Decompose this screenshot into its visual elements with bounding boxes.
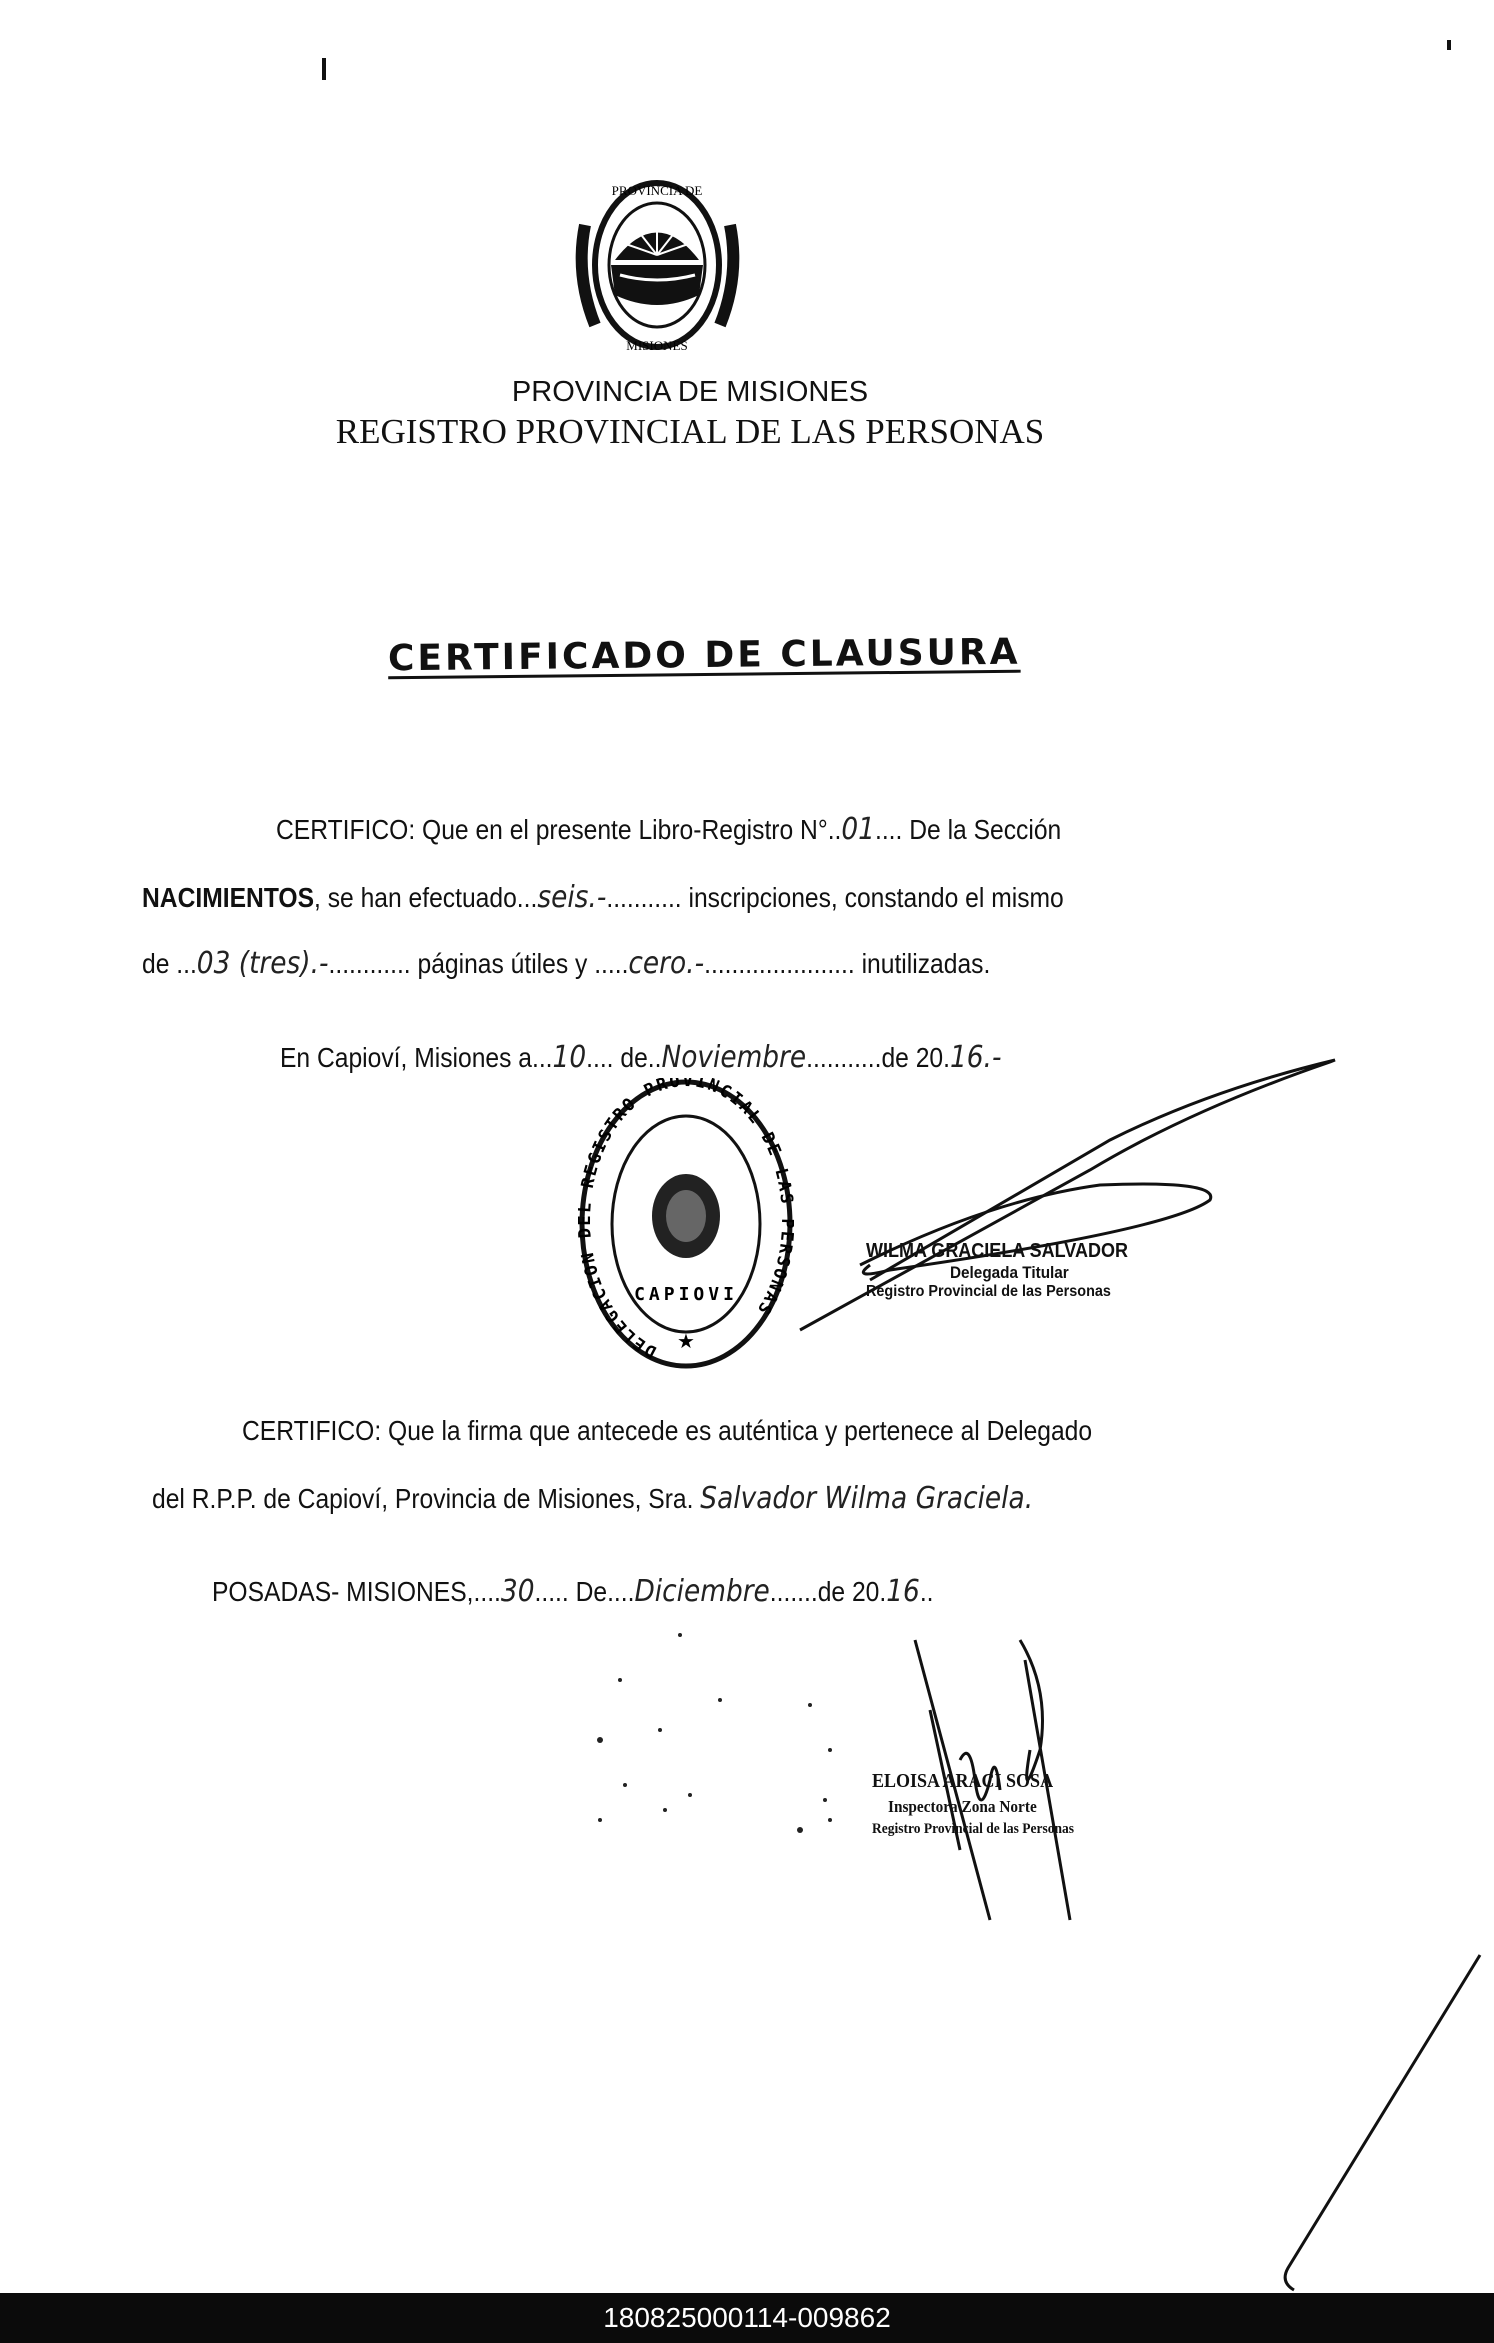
- cert1-line-1: [276, 812, 1061, 847]
- inscriptions-count: seis.-: [537, 880, 607, 915]
- unused-pages: cero.-: [628, 946, 705, 981]
- static-text: ..... De....: [534, 1576, 635, 1607]
- cert2-line-1: [242, 1415, 1092, 1447]
- delegate-name: Salvador Wilma Graciela.: [700, 1481, 1034, 1516]
- signatory-2-role: Inspectora Zona Norte: [888, 1797, 1037, 1816]
- static-text: CERTIFICO: Que la firma que antecede es auténtica y pertenece al Delegado: [242, 1415, 1093, 1446]
- day: 10: [552, 1040, 587, 1075]
- faded-stamp: [560, 1620, 860, 1860]
- diagonal-cancel-line: [1270, 1950, 1494, 2295]
- province-coat-of-arms-seal: [565, 165, 750, 365]
- registry-heading: REGISTRO PROVINCIAL DE LAS PERSONAS: [335, 412, 1045, 451]
- static-text: ...........de 20.: [806, 1042, 950, 1073]
- delegation-stamp: [578, 1078, 794, 1370]
- stamp-ring-text: DELEGACION REGISTRO PROVINCIAL DE LA RSONAS: [578, 1078, 794, 1362]
- static-text: En Capioví, Misiones a...: [280, 1042, 553, 1073]
- seal-text-bottom: MISIONES: [626, 338, 688, 353]
- scan-mark: [322, 58, 326, 80]
- signatory-1-block: [866, 1240, 1206, 1301]
- static-text: ........... inscripciones, constando el mismo: [606, 882, 1064, 913]
- static-text: .... De la Sección: [874, 814, 1062, 845]
- cert1-line-2: [142, 880, 1064, 915]
- static-text: , se han efectuado...: [314, 882, 538, 913]
- static-text: ...................... inutilizadas.: [704, 948, 991, 979]
- signatory-2-name: ELOISA ARACI SOSA: [872, 1770, 1054, 1792]
- scan-mark: [1447, 40, 1451, 50]
- book-number: 01: [841, 812, 875, 847]
- useful-pages: 03 (tres).-: [196, 946, 329, 981]
- stamp-city: CAPIOVI: [634, 1284, 738, 1305]
- cert1-line-3: [142, 946, 990, 981]
- month: Noviembre: [661, 1040, 807, 1075]
- static-text: CERTIFICO: Que en el presente Libro-Registro N°..: [276, 814, 842, 845]
- document-id-footer: 180825000114-009862: [0, 2293, 1494, 2343]
- day: 30: [500, 1574, 535, 1609]
- static-text: ............ páginas útiles y .....: [328, 948, 629, 979]
- document-title: CERTIFICADO DE CLAUSURA: [387, 631, 1021, 680]
- signatory-2-block: [872, 1770, 1142, 1838]
- static-text: POSADAS- MISIONES,....: [212, 1576, 501, 1607]
- month: Diciembre: [634, 1574, 770, 1609]
- year: 16: [886, 1574, 920, 1609]
- province-heading: PROVINCIA DE MISIONES: [511, 376, 869, 408]
- signatory-1-role: Delegada Titular: [950, 1263, 1069, 1282]
- static-text: ..: [919, 1576, 934, 1607]
- static-text: del R.P.P. de Capioví, Provincia de Misiones, Sra.: [152, 1483, 701, 1514]
- star-icon: ★: [677, 1331, 695, 1353]
- cert2-line-2: [152, 1481, 1033, 1516]
- section-name: NACIMIENTOS: [142, 882, 315, 913]
- seal-text-top: PROVINCIA DE: [611, 183, 703, 198]
- static-text: de ...: [142, 948, 197, 979]
- static-text: .... de..: [586, 1042, 662, 1073]
- signatory-2-org: Registro Provincial de las Personas: [872, 1821, 1074, 1837]
- year: 16.-: [949, 1040, 1002, 1075]
- cert2-line-3: [212, 1574, 934, 1609]
- signatory-1-name: WILMA GRACIELA SALVADOR: [866, 1240, 1128, 1262]
- signatory-1-org: Registro Provincial de las Personas: [866, 1283, 1111, 1300]
- static-text: .......de 20.: [769, 1576, 887, 1607]
